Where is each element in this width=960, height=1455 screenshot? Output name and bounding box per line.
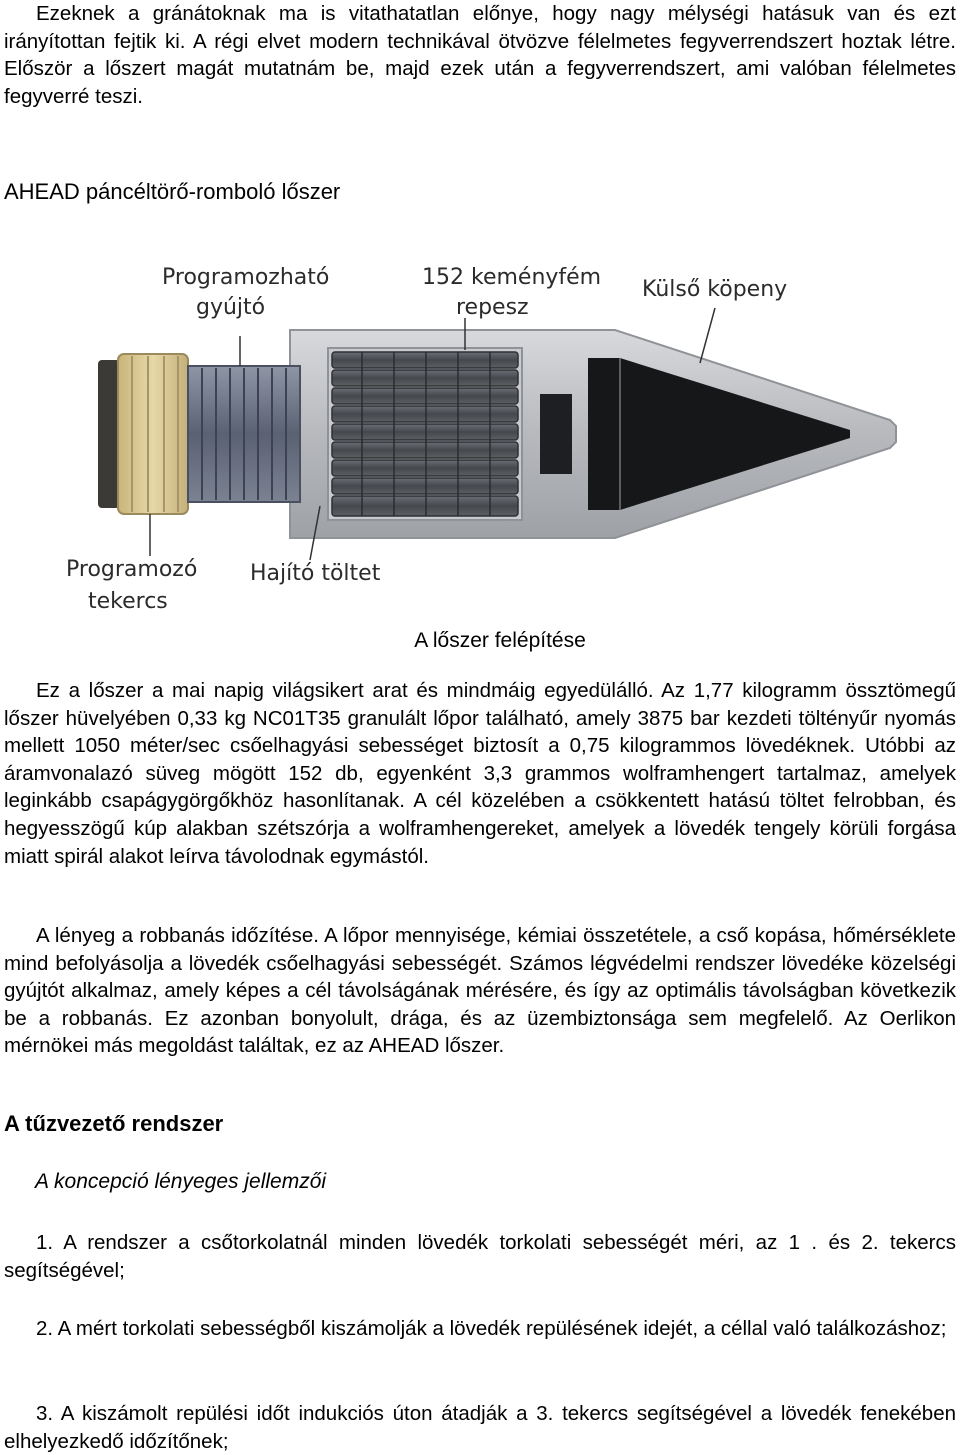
rear-cap: [98, 360, 120, 508]
label-coil-1: Programozó: [66, 557, 198, 582]
list-item-2: 2. A mért torkolati sebességből kiszámolják a lövedék repülésének idejét, a céllal való találkozáshoz;: [36, 1317, 947, 1340]
body-paragraph-1: Ez a lőszer a mai napig világsikert arat és mindmáig egyedülálló. Az 1,77 kilogramm össztömegű lőszer hüvelyében 0,33 kg NC01T35 granulált lőpor található, amely 3875 bar kezdeti töltényűr nyomás mellett 1050 méter/sec csőelhagyási sebességet biztosít a 0,75 kilogrammos lövedéknek. Utóbbi az áramvonalazó süveg mögött 152 db, egyenként 3,3 grammos wolframhengert tartalmaz, amelyek leginkább csapágygörgőkhöz hasonlítanak. A cél közelében a csökkentett hatású töltet felrobban, és hegyesszögű kúp alakban szétszórja a wolframhengereket, amelyek a lövedék tengely körüli forgása miatt spirál alakot leírva távolodnak egymástól.: [4, 679, 956, 868]
ammunition-diagram: [60, 248, 910, 628]
body-paragraph-2: A lényeg a robbanás időzítése. A lőpor mennyisége, kémiai összetétele, a cső kopása, hőmérséklete mind befolyásolja a lövedék csőelhagyási sebességét. Számos légvédelmi rendszer lövedéke közelségi gyújtót alkalmaz, amely képes a cél távolságának mérésére, és így az optimális távolságban következik be a robbanás. Ez azonban bonyolult, drága, és az üzembiztonsága sem megfelelő. Az Oerlikon mérnökei más megoldást találtak, ez az AHEAD lőszer.: [4, 924, 956, 1058]
section-heading-fire-control: A tűzvezető rendszer: [4, 1111, 224, 1136]
list-item-1: 1. A rendszer a csőtorkolatnál minden lövedék torkolati sebességét méri, az 1 . és 2. tekercs segítségével;: [4, 1231, 956, 1282]
label-charge: Hajító töltet: [250, 561, 381, 586]
label-fuze-1: Programozható: [162, 265, 330, 290]
intro-paragraph: Ezeknek a gránátoknak ma is vitathatatlan előnye, hogy nagy mélységi hatásuk van és ezt irányítottan fejtik ki. A régi elvet modern technikával ötvözve félelmetes fegyverrendszert hoztak létre. Először a lőszert magát mutatnám be, majd ezek után a fegyverrendszert, ami valóban félelmetes fegyverré teszi.: [4, 2, 956, 108]
label-coil-2: tekercs: [88, 589, 168, 614]
label-fragments-1: 152 keményfém: [422, 265, 602, 290]
label-fuze-2: gyújtó: [196, 295, 266, 320]
charge-block: [540, 394, 572, 474]
section-heading-ahead: AHEAD páncéltörő-romboló lőszer: [4, 179, 341, 204]
figure-caption: A lőszer felépítése: [414, 629, 586, 652]
label-outer-shell: Külső köpeny: [642, 277, 788, 302]
label-fragments-2: repesz: [456, 295, 529, 320]
list-item-3: 3. A kiszámolt repülési időt indukciós úton átadják a 3. tekercs segítségével a lövedék fenekében elhelyezkedő időzítőnek;: [4, 1402, 956, 1453]
section-subheading: A koncepció lényeges jellemzői: [35, 1170, 327, 1193]
